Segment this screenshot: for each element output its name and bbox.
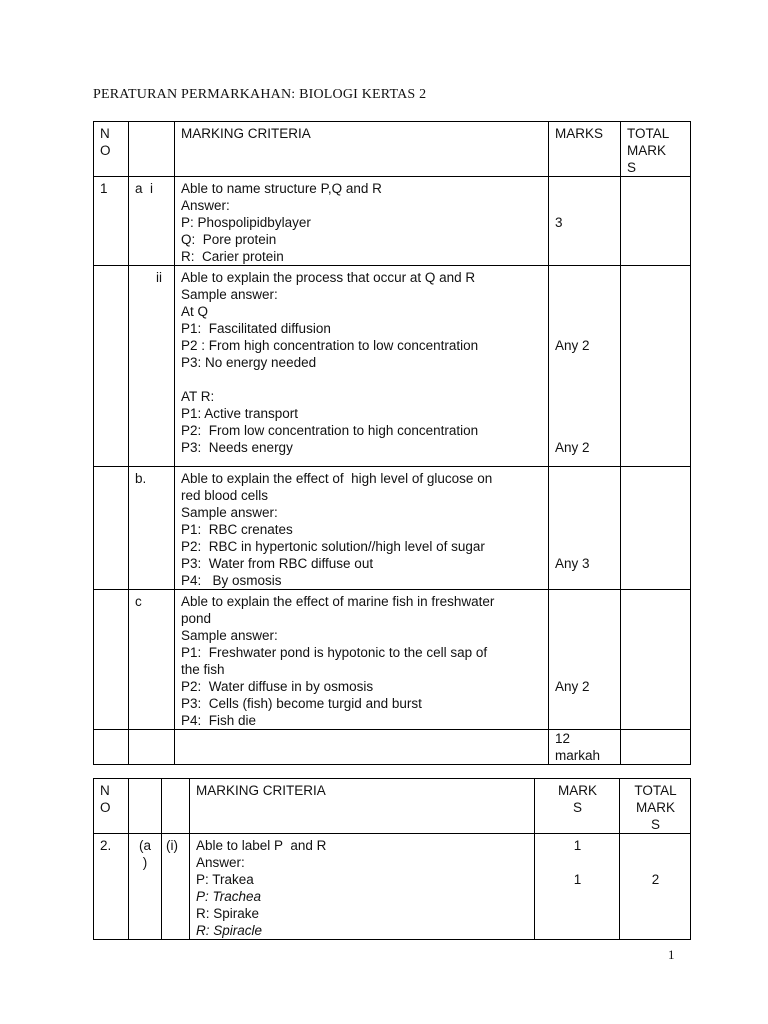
marks-cell (535, 834, 620, 940)
marks-value: 3 (555, 215, 563, 230)
marks-line (555, 286, 615, 303)
marks-cell (549, 590, 621, 730)
criteria-line: pond (181, 611, 212, 626)
criteria-line: P1: Fascilitated diffusion (181, 321, 331, 336)
criteria-line: P: Trachea (196, 889, 262, 904)
criteria-cell (190, 834, 535, 940)
marks-value: 1 (573, 838, 582, 853)
criteria-cell (175, 590, 549, 730)
criteria-line: P4: Fish die (181, 713, 257, 728)
marks-line (555, 422, 615, 439)
empty-cell (621, 730, 691, 765)
marks-total-value: 12 (555, 731, 571, 746)
criteria-line: P3: Cells (fish) become turgid and burst (181, 696, 422, 711)
criteria-line: Sample answer: (181, 628, 278, 643)
criteria-line: R: Carier protein (181, 249, 284, 264)
marks-line (555, 269, 615, 286)
criteria-line: P2: From low concentration to high concentration (181, 423, 479, 438)
question-part: (a ) (129, 834, 162, 940)
header-sub (162, 779, 190, 834)
table-header-row (94, 122, 691, 177)
marking-table-2 (93, 778, 691, 940)
criteria-line: Sample answer: (181, 505, 278, 520)
criteria-line: the fish (181, 662, 225, 677)
header-no: N O (94, 122, 129, 177)
marks-line (555, 320, 615, 337)
criteria-line: P2: RBC in hypertonic solution//high level of sugar (181, 539, 485, 554)
criteria-line: At Q (181, 304, 209, 319)
marks-value: Any 2 (555, 440, 590, 455)
criteria-line: P1: RBC crenates (181, 522, 293, 537)
criteria-line: Able to explain the effect of high level of glucose on (181, 471, 493, 486)
total-value: 2 (651, 872, 660, 887)
header-total-marks: TOTAL MARK S (620, 779, 691, 834)
total-line (626, 837, 685, 854)
question-subpart: (i) (162, 834, 190, 940)
criteria-line: P4: By osmosis (181, 573, 282, 588)
question-number (94, 590, 129, 730)
criteria-line: P3: Needs energy (181, 440, 293, 455)
empty-cell (94, 730, 129, 765)
criteria-line: P: Trakea (196, 872, 254, 887)
question-part: b. (129, 467, 175, 590)
marks-line (555, 303, 615, 320)
marks-line (555, 644, 615, 661)
total-marks-cell (621, 177, 691, 266)
marks-line (541, 854, 614, 871)
criteria-line: red blood cells (181, 488, 269, 503)
marks-line (555, 610, 615, 627)
marks-line (555, 593, 615, 610)
marks-line (555, 405, 615, 422)
header-marks: MARK S (535, 779, 620, 834)
marks-total-cell (549, 730, 621, 765)
total-marks-cell (621, 590, 691, 730)
table-row (94, 266, 691, 467)
marks-cell (549, 467, 621, 590)
marks-line (555, 538, 615, 555)
criteria-line: R: Spirake (196, 906, 260, 921)
criteria-line (181, 371, 543, 388)
criteria-line: Q: Pore protein (181, 232, 277, 247)
header-total-marks: TOTAL MARK S (621, 122, 691, 177)
question-number (94, 467, 129, 590)
criteria-cell (175, 266, 549, 467)
criteria-line: AT R: (181, 389, 215, 404)
table-row (94, 590, 691, 730)
marks-line (555, 487, 615, 504)
header-marking-criteria: MARKING CRITERIA (175, 122, 549, 177)
criteria-cell (175, 177, 549, 266)
question-number: 2. (94, 834, 129, 940)
empty-cell (175, 730, 549, 765)
question-number (94, 266, 129, 467)
total-marks-cell (621, 467, 691, 590)
total-marks-cell (621, 266, 691, 467)
marks-value: 1 (573, 872, 582, 887)
criteria-line: Sample answer: (181, 287, 278, 302)
marks-value: Any 2 (555, 338, 590, 353)
criteria-line: P1: Freshwater pond is hypotonic to the cell sap of (181, 645, 488, 660)
table-header-row (94, 779, 691, 834)
table-row (94, 467, 691, 590)
marks-line (555, 470, 615, 487)
header-part (129, 779, 162, 834)
criteria-line: P3: No energy needed (181, 355, 317, 370)
marks-line (555, 521, 615, 538)
criteria-line: Answer: (196, 855, 245, 870)
header-part (129, 122, 175, 177)
marks-value: Any 2 (555, 679, 590, 694)
total-marks-cell (620, 834, 691, 940)
header-marks: MARKS (549, 122, 621, 177)
marks-line (555, 197, 615, 214)
criteria-cell (175, 467, 549, 590)
marks-line (555, 354, 615, 371)
marks-line (555, 388, 615, 405)
document-title: PERATURAN PERMARKAHAN: BIOLOGI KERTAS 2 (93, 87, 427, 102)
marks-line (555, 371, 615, 388)
table-row-total (94, 730, 691, 765)
table-row (94, 834, 691, 940)
criteria-line: P2 : From high concentration to low concentration (181, 338, 479, 353)
question-part: c (129, 590, 175, 730)
marks-line (555, 661, 615, 678)
table-row (94, 177, 691, 266)
marks-line (555, 180, 615, 197)
criteria-line: Able to name structure P,Q and R (181, 181, 382, 196)
marks-total-unit: markah (555, 748, 601, 763)
criteria-line: Able to explain the effect of marine fish in freshwater (181, 594, 495, 609)
question-part: a i (129, 177, 175, 266)
criteria-line: P: Phospolipidbylayer (181, 215, 311, 230)
question-number: 1 (94, 177, 129, 266)
criteria-line: P1: Active transport (181, 406, 299, 421)
criteria-line: Able to explain the process that occur at Q and R (181, 270, 476, 285)
question-part: ii (129, 266, 175, 467)
criteria-line: P3: Water from RBC diffuse out (181, 556, 374, 571)
marks-line (555, 504, 615, 521)
marks-cell (549, 177, 621, 266)
criteria-line: R: Spiracle (196, 923, 263, 938)
marks-value: Any 3 (555, 556, 590, 571)
criteria-line: Answer: (181, 198, 230, 213)
page-number: 1 (668, 947, 675, 962)
header-marking-criteria: MARKING CRITERIA (190, 779, 535, 834)
empty-cell (129, 730, 175, 765)
criteria-line: P2: Water diffuse in by osmosis (181, 679, 374, 694)
criteria-line: Able to label P and R (196, 838, 327, 853)
marking-table-1 (93, 121, 691, 765)
marks-line (555, 627, 615, 644)
marks-cell (549, 266, 621, 467)
total-line (626, 854, 685, 871)
header-no: N O (94, 779, 129, 834)
